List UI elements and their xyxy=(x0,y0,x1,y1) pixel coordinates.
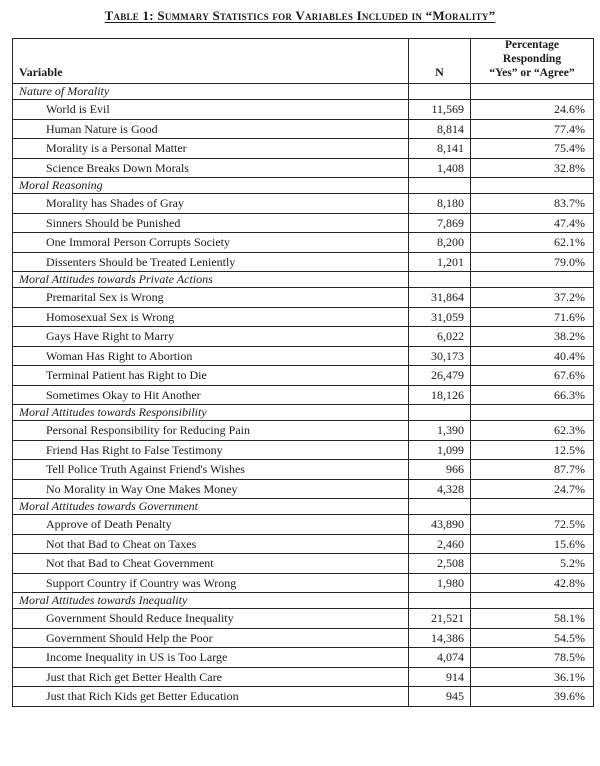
percentage-cell: 47.4% xyxy=(471,213,594,233)
n-cell: 966 xyxy=(409,460,471,480)
percentage-cell: 24.6% xyxy=(471,100,594,120)
section-empty-n-cell xyxy=(409,593,471,609)
section-row xyxy=(13,593,594,609)
variable-cell: Just that Rich Kids get Better Education xyxy=(13,687,409,707)
section-empty-n-cell xyxy=(409,272,471,288)
percentage-cell: 38.2% xyxy=(471,327,594,347)
variable-cell: Sometimes Okay to Hit Another xyxy=(13,385,409,405)
section-row xyxy=(13,178,594,194)
table-row xyxy=(13,100,594,120)
table-row xyxy=(13,421,594,441)
percentage-cell: 87.7% xyxy=(471,460,594,480)
variable-cell: Homosexual Sex is Wrong xyxy=(13,307,409,327)
n-cell: 1,099 xyxy=(409,440,471,460)
table-row xyxy=(13,648,594,668)
header-row xyxy=(13,39,594,84)
percentage-cell: 12.5% xyxy=(471,440,594,460)
variable-cell: Morality is a Personal Matter xyxy=(13,139,409,159)
section-empty-pct-cell xyxy=(471,499,594,515)
n-cell: 4,328 xyxy=(409,479,471,499)
table-row xyxy=(13,139,594,159)
variable-cell: Dissenters Should be Treated Leniently xyxy=(13,252,409,272)
n-cell: 18,126 xyxy=(409,385,471,405)
variable-cell: Not that Bad to Cheat on Taxes xyxy=(13,534,409,554)
section-empty-n-cell xyxy=(409,178,471,194)
column-header-n: N xyxy=(409,39,471,84)
section-empty-n-cell xyxy=(409,405,471,421)
table-row xyxy=(13,158,594,178)
table-row xyxy=(13,440,594,460)
percentage-cell: 66.3% xyxy=(471,385,594,405)
section-empty-pct-cell xyxy=(471,272,594,288)
section-empty-pct-cell xyxy=(471,178,594,194)
title-container xyxy=(0,0,600,25)
percentage-cell: 79.0% xyxy=(471,252,594,272)
variable-cell: Not that Bad to Cheat Government xyxy=(13,554,409,574)
percentage-cell: 42.8% xyxy=(471,573,594,593)
n-cell: 1,408 xyxy=(409,158,471,178)
variable-cell: No Morality in Way One Makes Money xyxy=(13,479,409,499)
section-label: Nature of Morality xyxy=(13,84,409,100)
table-body xyxy=(13,84,594,707)
percentage-cell: 15.6% xyxy=(471,534,594,554)
percentage-header-line-1: Percentage xyxy=(504,39,560,51)
variable-cell: World is Evil xyxy=(13,100,409,120)
variable-cell: Tell Police Truth Against Friend's Wishes xyxy=(13,460,409,480)
n-cell: 30,173 xyxy=(409,346,471,366)
percentage-cell: 36.1% xyxy=(471,667,594,687)
n-cell: 8,180 xyxy=(409,194,471,214)
variable-cell: Personal Responsibility for Reducing Pain xyxy=(13,421,409,441)
table-row xyxy=(13,288,594,308)
percentage-cell: 32.8% xyxy=(471,158,594,178)
percentage-cell: 54.5% xyxy=(471,628,594,648)
table-row xyxy=(13,194,594,214)
table-row xyxy=(13,667,594,687)
table-row xyxy=(13,233,594,253)
variable-cell: Terminal Patient has Right to Die xyxy=(13,366,409,386)
n-cell: 1,390 xyxy=(409,421,471,441)
percentage-cell: 58.1% xyxy=(471,609,594,629)
percentage-cell: 62.3% xyxy=(471,421,594,441)
percentage-cell: 5.2% xyxy=(471,554,594,574)
table-header xyxy=(13,39,594,84)
section-label: Moral Attitudes towards Inequality xyxy=(13,593,409,609)
percentage-cell: 71.6% xyxy=(471,307,594,327)
section-empty-pct-cell xyxy=(471,593,594,609)
table-row xyxy=(13,573,594,593)
percentage-cell: 37.2% xyxy=(471,288,594,308)
section-empty-n-cell xyxy=(409,499,471,515)
variable-cell: Human Nature is Good xyxy=(13,119,409,139)
column-header-variable: Variable xyxy=(13,39,409,84)
percentage-cell: 40.4% xyxy=(471,346,594,366)
table-row xyxy=(13,252,594,272)
n-cell: 2,460 xyxy=(409,534,471,554)
table-row xyxy=(13,534,594,554)
percentage-header-line-3: “Yes” or “Agree” xyxy=(489,66,575,79)
table-row xyxy=(13,213,594,233)
table-row xyxy=(13,687,594,707)
column-header-percentage xyxy=(471,39,594,84)
variable-cell: One Immoral Person Corrupts Society xyxy=(13,233,409,253)
n-cell: 11,569 xyxy=(409,100,471,120)
section-empty-n-cell xyxy=(409,84,471,100)
percentage-cell: 62.1% xyxy=(471,233,594,253)
n-cell: 2,508 xyxy=(409,554,471,574)
n-cell: 1,201 xyxy=(409,252,471,272)
table-row xyxy=(13,460,594,480)
table-row xyxy=(13,609,594,629)
section-label: Moral Attitudes towards Private Actions xyxy=(13,272,409,288)
n-cell: 14,386 xyxy=(409,628,471,648)
percentage-header-line-2: Responding xyxy=(502,52,562,65)
percentage-cell: 75.4% xyxy=(471,139,594,159)
n-cell: 31,864 xyxy=(409,288,471,308)
table-row xyxy=(13,366,594,386)
section-row xyxy=(13,84,594,100)
section-label: Moral Attitudes towards Government xyxy=(13,499,409,515)
n-cell: 7,869 xyxy=(409,213,471,233)
variable-cell: Premarital Sex is Wrong xyxy=(13,288,409,308)
section-row xyxy=(13,499,594,515)
variable-cell: Woman Has Right to Abortion xyxy=(13,346,409,366)
n-cell: 6,022 xyxy=(409,327,471,347)
summary-statistics-table xyxy=(12,38,594,707)
section-row xyxy=(13,405,594,421)
variable-cell: Income Inequality in US is Too Large xyxy=(13,648,409,668)
variable-cell: Science Breaks Down Morals xyxy=(13,158,409,178)
section-label: Moral Attitudes towards Responsibility xyxy=(13,405,409,421)
table-row xyxy=(13,327,594,347)
variable-cell: Government Should Help the Poor xyxy=(13,628,409,648)
n-cell: 1,980 xyxy=(409,573,471,593)
n-cell: 26,479 xyxy=(409,366,471,386)
table-row xyxy=(13,119,594,139)
percentage-cell: 67.6% xyxy=(471,366,594,386)
n-cell: 945 xyxy=(409,687,471,707)
table-row xyxy=(13,628,594,648)
variable-cell: Support Country if Country was Wrong xyxy=(13,573,409,593)
section-empty-pct-cell xyxy=(471,405,594,421)
percentage-cell: 24.7% xyxy=(471,479,594,499)
table-row xyxy=(13,346,594,366)
variable-cell: Sinners Should be Punished xyxy=(13,213,409,233)
percentage-cell: 77.4% xyxy=(471,119,594,139)
n-cell: 31,059 xyxy=(409,307,471,327)
table-row xyxy=(13,385,594,405)
variable-cell: Government Should Reduce Inequality xyxy=(13,609,409,629)
section-label: Moral Reasoning xyxy=(13,178,409,194)
section-row xyxy=(13,272,594,288)
table-row xyxy=(13,307,594,327)
variable-cell: Just that Rich get Better Health Care xyxy=(13,667,409,687)
n-cell: 43,890 xyxy=(409,515,471,535)
section-empty-pct-cell xyxy=(471,84,594,100)
variable-cell: Gays Have Right to Marry xyxy=(13,327,409,347)
n-cell: 914 xyxy=(409,667,471,687)
table-row xyxy=(13,515,594,535)
n-cell: 21,521 xyxy=(409,609,471,629)
percentage-cell: 78.5% xyxy=(471,648,594,668)
n-cell: 8,200 xyxy=(409,233,471,253)
percentage-cell: 72.5% xyxy=(471,515,594,535)
table-row xyxy=(13,479,594,499)
variable-cell: Morality has Shades of Gray xyxy=(13,194,409,214)
table-title: Table 1: Summary Statistics for Variables Included in “Morality” xyxy=(104,8,496,23)
percentage-cell: 83.7% xyxy=(471,194,594,214)
variable-cell: Friend Has Right to False Testimony xyxy=(13,440,409,460)
percentage-cell: 39.6% xyxy=(471,687,594,707)
table-row xyxy=(13,554,594,574)
variable-cell: Approve of Death Penalty xyxy=(13,515,409,535)
n-cell: 8,141 xyxy=(409,139,471,159)
n-cell: 8,814 xyxy=(409,119,471,139)
n-cell: 4,074 xyxy=(409,648,471,668)
